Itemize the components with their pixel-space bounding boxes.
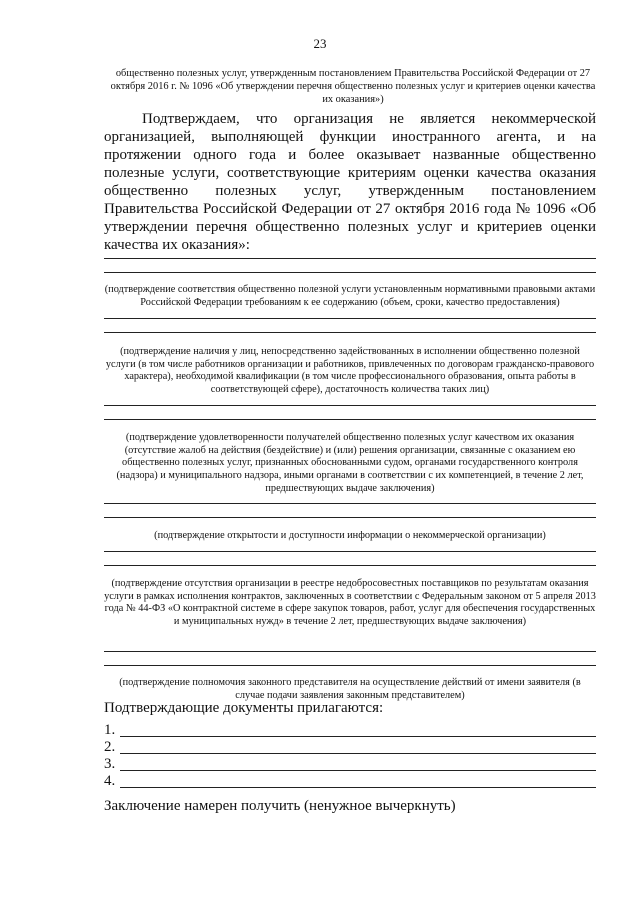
fill-line	[104, 272, 596, 273]
attachment-number: 1.	[104, 722, 116, 738]
caption-representative: (подтверждение полномочия законного представителя на осуществление действий от имени заявителя (в случае подачи заявления законным представителем)	[119, 677, 581, 701]
page-number: 23	[313, 36, 327, 51]
attachments-title: Подтверждающие документы прилагаются:	[104, 700, 384, 716]
fill-line	[104, 332, 596, 333]
caption-conformity: (подтверждение соответствия общественно полезной услуги установленным нормативными правовыми актами Российской Федерации требованиям к ее содержанию (объем, сроки, качество предоставления)	[104, 284, 596, 308]
fill-line	[104, 419, 596, 420]
confirmation-paragraph: Подтверждаем, что организация не является некоммерческой организацией, выполняющей функции иностранного агента, и на протяжении одного года и более оказывает названные общественно полезные услуги, соответствующие критериям оценки качества оказания общественно полезных услуг, утвержденным постановлением Правительства Российской Федерации от 27 октября 2016 года № 1096 «Об утверждении перечня общественно полезных услуг и критериев оценки качества их оказания»:	[104, 111, 596, 253]
fill-line	[104, 503, 596, 504]
caption-staff: (подтверждение наличия у лиц, непосредственно задействованных в исполнении общественно полезной услуги (в том числе работников организации и работников, привлеченных по договорам гражданско-правового характера), необходимой квалификации (в том числе профессионального образования, опыта работы в соответствующей сфере), достаточность количества таких лиц)	[105, 346, 595, 396]
attachment-row	[104, 722, 596, 738]
caption-satisfaction: (подтверждение удовлетворенности получателей общественно полезных услуг качеством их оказания (отсутствие жалоб на действия (бездействие) и (или) решения организации, связанные с оказанием ею общественно полезных услуг, признанных обоснованными судом, органами государственного контроля (надзора) и муниципального надзора, иными органами в соответствии с их компетенцией, в течение 2 лет, предшествующих выдаче заключения)	[116, 432, 584, 494]
caption-openness: (подтверждение открытости и доступности информации о некоммерческой организации)	[154, 530, 546, 541]
fill-line	[104, 405, 596, 406]
fill-line	[104, 665, 596, 666]
attachment-input-line[interactable]	[120, 787, 596, 788]
fill-line	[104, 551, 596, 552]
attachment-number: 3.	[104, 756, 116, 772]
attachment-input-line[interactable]	[120, 770, 596, 771]
fill-line	[104, 565, 596, 566]
reference-continuation: общественно полезных услуг, утвержденным постановлением Правительства Российской Федерации от 27 октября 2016 г. № 1096 «Об утверждении перечня общественно полезных услуг и критериев оценки качества их оказания»)	[110, 68, 596, 105]
fill-line	[104, 517, 596, 518]
attachment-row	[104, 739, 596, 755]
caption-registry: (подтверждение отсутствия организации в реестре недобросовестных поставщиков по результатам оказания услуги в рамках исполнения контрактов, заключенных в соответствии с Федеральным законом от 5 апреля 2013 года № 44-ФЗ «О контрактной системе в сфере закупок товаров, работ, услуг для обеспечения государственных и муниципальных нужд» в течение 2 лет, предшествующих выдаче заключения)	[104, 578, 596, 628]
attachment-input-line[interactable]	[120, 736, 596, 737]
attachment-input-line[interactable]	[120, 753, 596, 754]
attachment-row	[104, 756, 596, 772]
attachment-number: 2.	[104, 739, 116, 755]
attachment-row	[104, 773, 596, 789]
fill-line	[104, 258, 596, 259]
fill-line	[104, 318, 596, 319]
attachment-number: 4.	[104, 773, 116, 789]
closing-statement: Заключение намерен получить (ненужное вычеркнуть)	[104, 798, 456, 814]
fill-line	[104, 651, 596, 652]
